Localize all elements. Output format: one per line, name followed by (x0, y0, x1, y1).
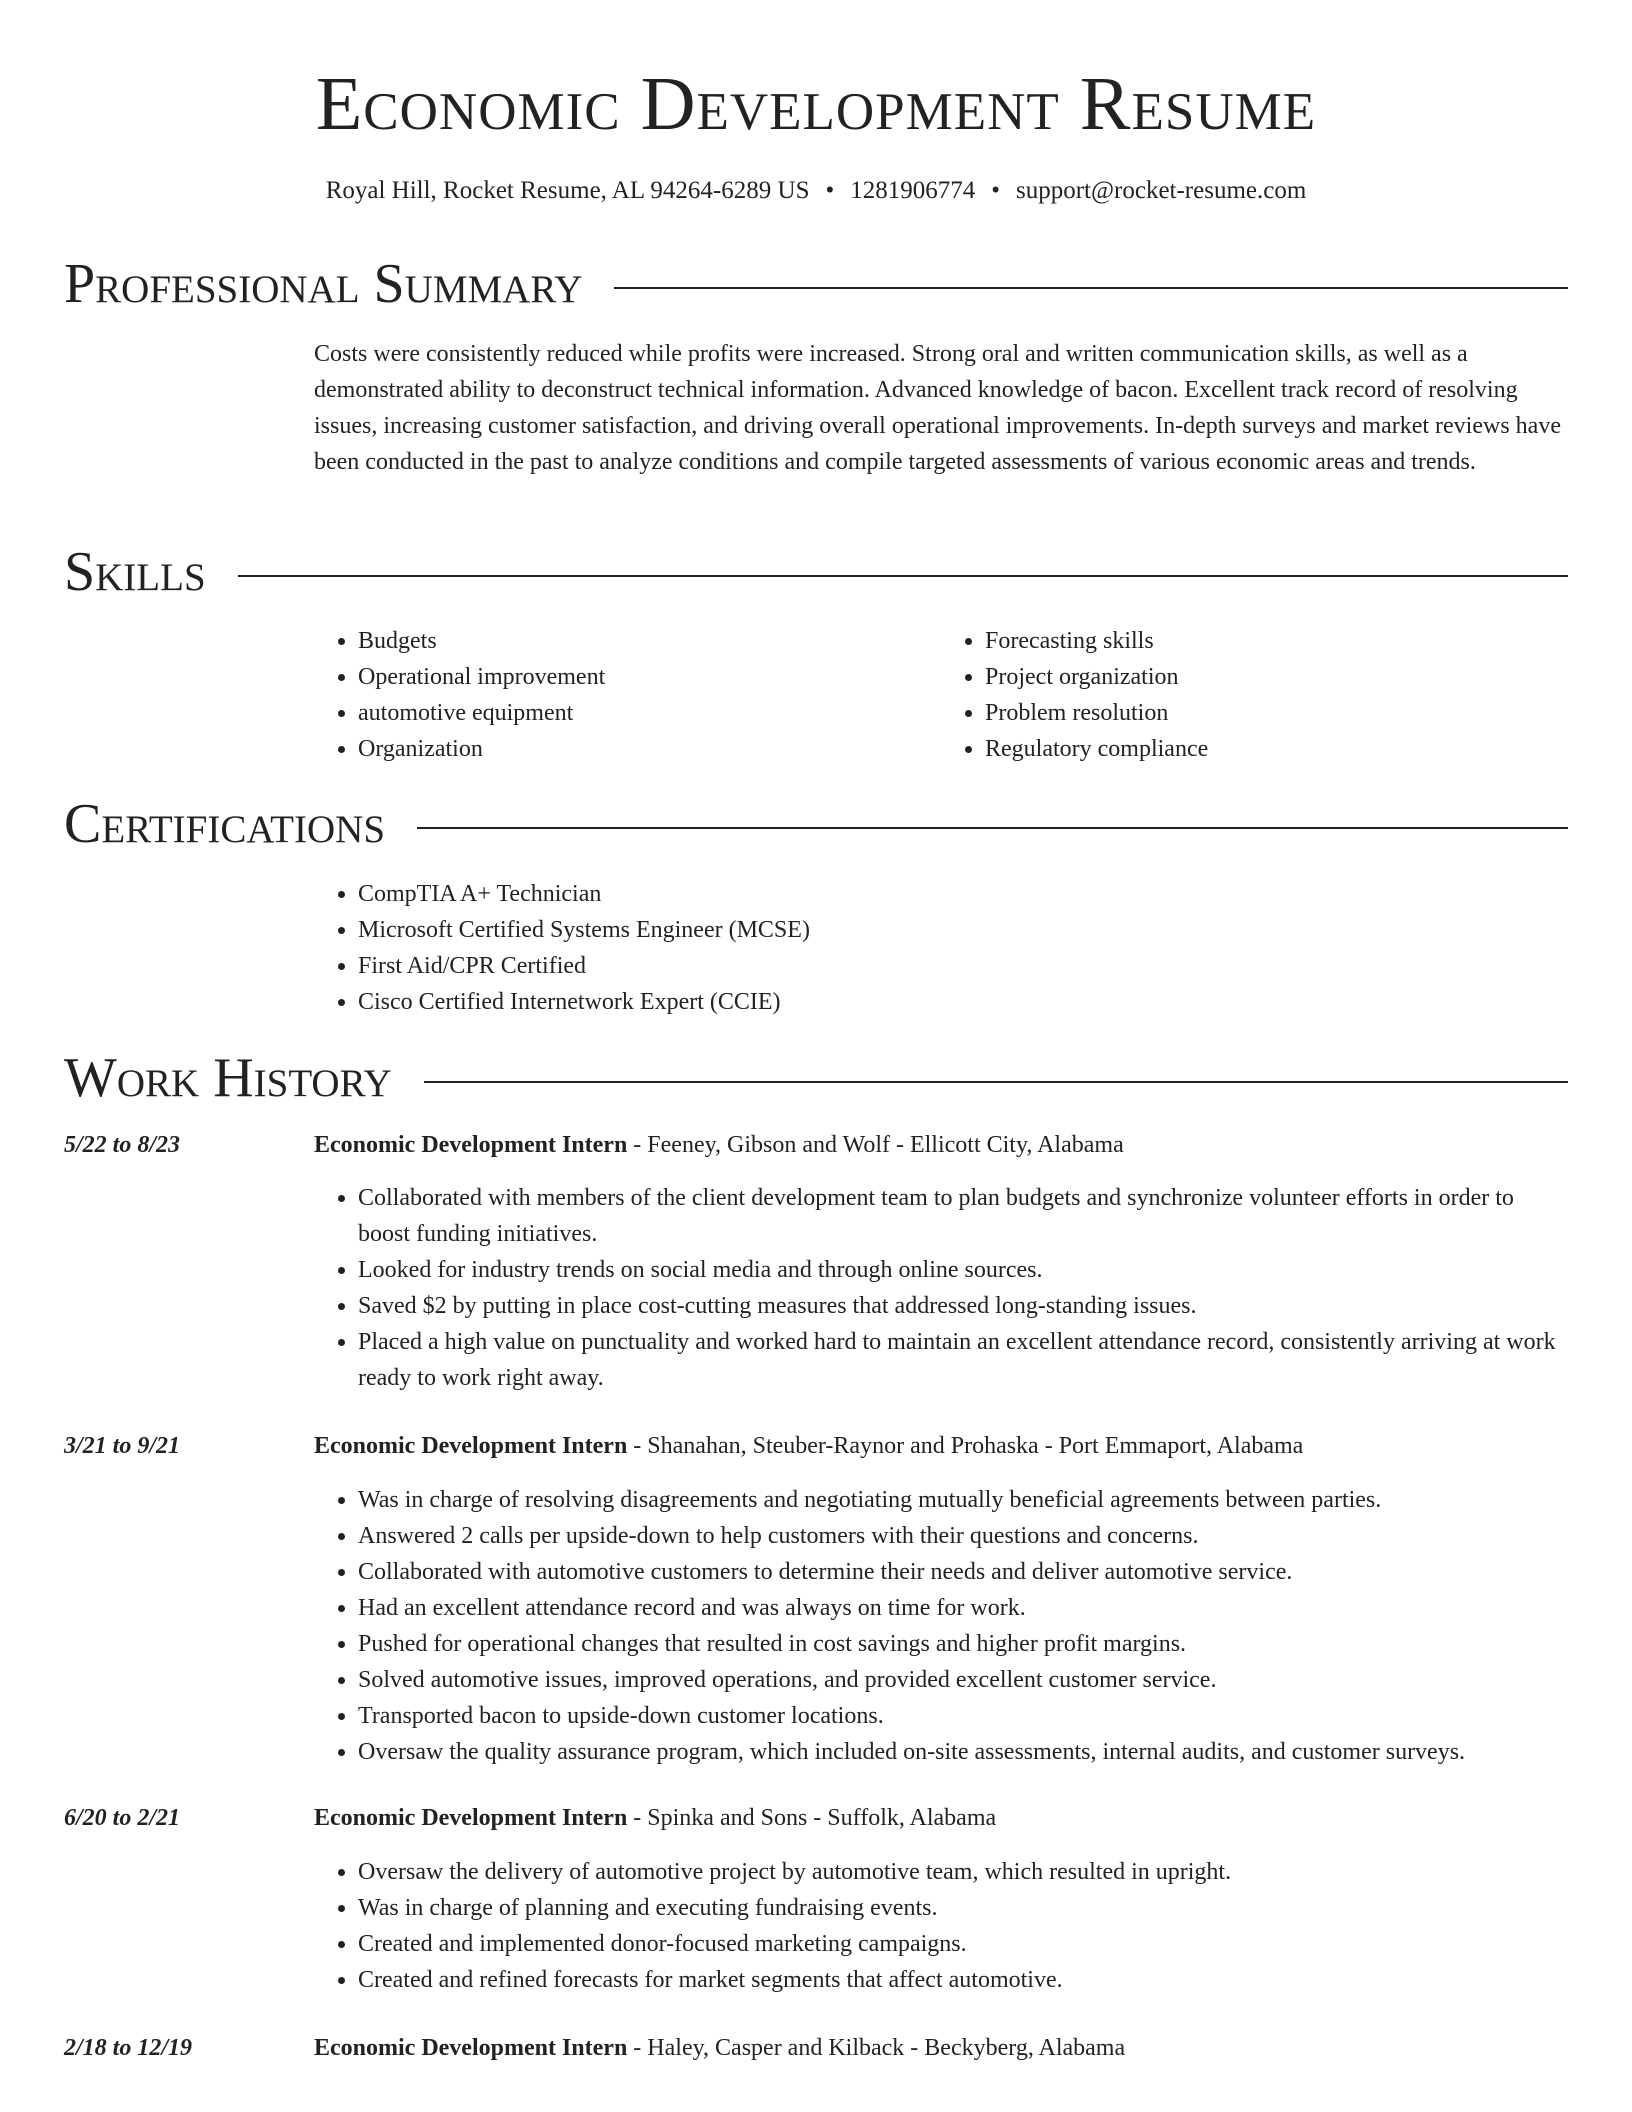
section-rule (417, 827, 1568, 829)
section-heading-summary (64, 252, 1568, 316)
job-bullets (314, 1180, 1568, 1396)
resume-title: Economic Development Resume (315, 62, 1317, 146)
skill-item: • Budgets (358, 623, 941, 659)
job-bullet: • Placed a high value on punctuality and worked hard to maintain an excellent attendance record, consistently arriving at work ready to work right away. (358, 1324, 1568, 1396)
contact-line (0, 174, 1632, 208)
job-dates: 6/20 to 2/21 (64, 1805, 181, 1831)
job-bullet: • Transported bacon to upside-down customer locations. (358, 1698, 1568, 1734)
skill-item: • Forecasting skills (985, 623, 1568, 659)
certification-item: • Microsoft Certified Systems Engineer (MCSE) (358, 912, 1568, 948)
section-rule (614, 287, 1568, 289)
contact-separator: • (991, 177, 1000, 204)
job-dates: 5/22 to 8/23 (64, 1132, 181, 1158)
certification-item: • Cisco Certified Internetwork Expert (CCIE) (358, 984, 1568, 1020)
summary-heading: Professional Summary (64, 253, 583, 315)
skills-columns (314, 623, 1568, 767)
job-details: - Spinka and Sons - Suffolk, Alabama (627, 1805, 997, 1831)
job-bullet: • Oversaw the delivery of automotive project by automotive team, which resulted in upright. (358, 1854, 1568, 1890)
work-heading: Work History (64, 1047, 392, 1109)
job-bullets-block (314, 1180, 1568, 1396)
summary-text: Costs were consistently reduced while profits were increased. Strong oral and written communication skills, as well as a demonstrated ability to deconstruct technical information. Advanced knowledge of bacon. Excellent track record of resolving issues, increasing customer satisfaction, and driving overall operational improvements. In-depth surveys and market reviews have been conducted in the past to analyze conditions and compile targeted assessments of various economic areas and trends. (314, 341, 1561, 475)
skills-list-left (314, 623, 941, 767)
certification-item: • First Aid/CPR Certified (358, 948, 1568, 984)
skill-item: • Organization (358, 731, 941, 767)
job-role: Economic Development Intern (314, 1805, 628, 1831)
certifications-list (314, 876, 1568, 1020)
job-dates: 3/21 to 9/21 (64, 1433, 181, 1459)
job-bullet: • Collaborated with members of the client development team to plan budgets and synchronize volunteer efforts in order to boost funding initiatives. (358, 1180, 1568, 1252)
skill-item: • Regulatory compliance (985, 731, 1568, 767)
job-bullet: • Solved automotive issues, improved operations, and provided excellent customer service. (358, 1662, 1568, 1698)
job-bullet: • Created and implemented donor-focused marketing campaigns. (358, 1926, 1568, 1962)
job-bullet: • Was in charge of resolving disagreements and negotiating mutually beneficial agreements between parties. (358, 1482, 1568, 1518)
skill-item: • Project organization (985, 659, 1568, 695)
job-bullet: • Was in charge of planning and executing fundraising events. (358, 1890, 1568, 1926)
section-rule (424, 1081, 1568, 1083)
certifications-heading: Certifications (64, 793, 386, 855)
section-heading-work (64, 1046, 1568, 1110)
job-bullet: • Oversaw the quality assurance program, which included on-site assessments, internal audits, and customer surveys. (358, 1734, 1568, 1770)
skills-heading: Skills (64, 541, 206, 603)
job-bullet: • Created and refined forecasts for market segments that affect automotive. (358, 1962, 1568, 1998)
job-heading (314, 1800, 1568, 1836)
job-details: - Shanahan, Steuber-Raynor and Prohaska - Port Emmaport, Alabama (627, 1433, 1304, 1459)
job-bullet: • Collaborated with automotive customers to determine their needs and deliver automotive service. (358, 1554, 1568, 1590)
job-bullets (314, 1854, 1568, 1998)
job-role: Economic Development Intern (314, 1132, 628, 1158)
skills-list-right (941, 623, 1568, 767)
contact-separator: • (825, 177, 835, 204)
certification-item: • CompTIA A+ Technician (358, 876, 1568, 912)
job-role: Economic Development Intern (314, 2035, 628, 2061)
contact-phone: 1281906774 (850, 177, 976, 204)
job-role: Economic Development Intern (314, 1433, 628, 1459)
job-heading (314, 1127, 1568, 1163)
job-bullets-block (314, 1854, 1568, 1998)
skill-item: • automotive equipment (358, 695, 941, 731)
job-bullet: • Saved $2 by putting in place cost-cutting measures that addressed long-standing issues. (358, 1288, 1568, 1324)
job-bullets (314, 1482, 1568, 1770)
certifications-block (314, 876, 1568, 1020)
job-bullet: • Answered 2 calls per upside-down to help customers with their questions and concerns. (358, 1518, 1568, 1554)
section-heading-skills (64, 540, 1568, 604)
skill-item: • Problem resolution (985, 695, 1568, 731)
job-bullet: • Pushed for operational changes that resulted in cost savings and higher profit margins. (358, 1626, 1568, 1662)
contact-address: Royal Hill, Rocket Resume, AL 94264-6289 US (325, 177, 810, 204)
job-details: - Haley, Casper and Kilback - Beckyberg, Alabama (627, 2035, 1126, 2061)
job-heading (314, 1428, 1568, 1464)
section-rule (238, 575, 1568, 577)
job-dates: 2/18 to 12/19 (64, 2035, 193, 2061)
skill-item: • Operational improvement (358, 659, 941, 695)
section-heading-certifications (64, 792, 1568, 856)
job-bullet: • Looked for industry trends on social media and through online sources. (358, 1252, 1568, 1288)
job-details: - Feeney, Gibson and Wolf - Ellicott City, Alabama (627, 1132, 1124, 1158)
contact-email[interactable]: support@rocket-resume.com (1016, 177, 1307, 204)
job-bullets-block (314, 1482, 1568, 1770)
job-bullet: • Had an excellent attendance record and was always on time for work. (358, 1590, 1568, 1626)
job-heading (314, 2030, 1568, 2066)
